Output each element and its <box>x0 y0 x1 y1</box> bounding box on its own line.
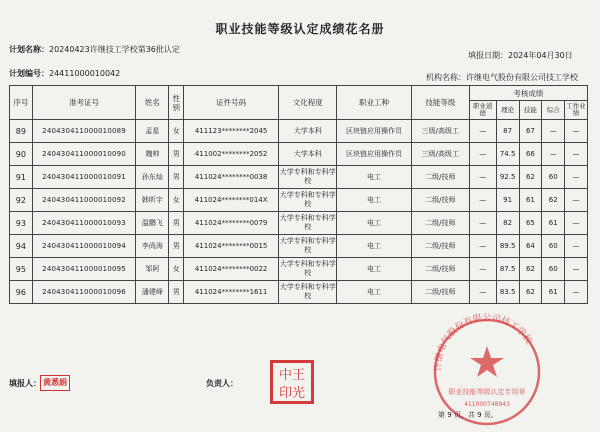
cell-education: 大学本科 <box>279 120 337 143</box>
table-row <box>10 189 588 212</box>
header-name: 姓名 <box>136 86 169 120</box>
cell-skill: 62 <box>519 166 542 189</box>
cell-seq: 93 <box>10 212 33 235</box>
page-info: 第 9 页，共 9 页。 <box>438 411 498 419</box>
cell-performance: — <box>565 143 588 166</box>
cell-gender: 女 <box>169 120 184 143</box>
fill-date-value: 2024年04月30日 <box>508 51 573 60</box>
cell-comprehensive: — <box>542 143 565 166</box>
cell-ethics: — <box>469 120 496 143</box>
cell-gender: 男 <box>169 166 184 189</box>
table-row <box>10 143 588 166</box>
cell-id-no: 411002********2052 <box>183 143 278 166</box>
page-title: 职业技能等级认定成绩花名册 <box>215 22 385 36</box>
cell-comprehensive: — <box>542 120 565 143</box>
cell-skill: 67 <box>519 120 542 143</box>
cell-id-no: 411024********0038 <box>183 166 278 189</box>
cell-gender: 女 <box>169 189 184 212</box>
cell-comprehensive: 61 <box>542 212 565 235</box>
header-skill: 技能 <box>519 101 542 120</box>
filler-signature-stamp: 黄悉娟 <box>40 375 70 391</box>
cell-skill: 66 <box>519 143 542 166</box>
fill-date-label: 填报日期： <box>468 51 508 60</box>
cell-cert-no: 240430411000010094 <box>32 235 136 258</box>
plan-name <box>9 44 180 55</box>
cell-education: 大学专科和专科学校 <box>279 189 337 212</box>
cell-level: 二级/技师 <box>411 281 469 304</box>
cell-comprehensive: 60 <box>542 166 565 189</box>
header-education: 文化程度 <box>279 86 337 120</box>
leader <box>206 378 238 389</box>
cell-skill: 65 <box>519 212 542 235</box>
cell-education: 大学专科和专科学校 <box>279 258 337 281</box>
cell-ethics: — <box>469 281 496 304</box>
cell-theory: 82 <box>496 212 519 235</box>
cell-occupation: 电工 <box>337 235 412 258</box>
cell-level: 二级/技师 <box>411 258 469 281</box>
cell-seq: 95 <box>10 258 33 281</box>
star-icon <box>470 346 504 377</box>
cell-id-no: 411024********1611 <box>183 281 278 304</box>
header-gender: 性别 <box>169 86 184 120</box>
cell-level: 二级/技师 <box>411 166 469 189</box>
seal-number: 411000748943 <box>464 401 510 408</box>
seal-line-2: 印光 <box>278 386 306 401</box>
cell-occupation: 区块链应用操作员 <box>337 120 412 143</box>
seal-sub-text: 职业技能等级认定专用章 <box>448 388 526 396</box>
org-name <box>426 72 578 83</box>
cell-education: 大学专科和专科学校 <box>279 235 337 258</box>
cell-education: 大学专科和专科学校 <box>279 281 337 304</box>
header-comprehensive: 综合 <box>542 101 565 120</box>
header-level: 技能等级 <box>411 86 469 120</box>
cell-ethics: — <box>469 166 496 189</box>
cell-id-no: 411024********0022 <box>183 258 278 281</box>
score-table <box>9 85 588 304</box>
cell-performance: — <box>565 258 588 281</box>
cell-skill: 64 <box>519 235 542 258</box>
cell-ethics: — <box>469 143 496 166</box>
cell-cert-no: 240430411000010091 <box>32 166 136 189</box>
cell-comprehensive: 60 <box>542 258 565 281</box>
cell-gender: 男 <box>169 212 184 235</box>
leader-label: 负责人： <box>206 379 238 388</box>
cell-education: 大学专科和专科学校 <box>279 166 337 189</box>
cell-cert-no: 240430411000010093 <box>32 212 136 235</box>
header-theory: 理论 <box>496 101 519 120</box>
table-row <box>10 120 588 143</box>
cell-seq: 89 <box>10 120 33 143</box>
cell-theory: 87.5 <box>496 258 519 281</box>
table-row <box>10 212 588 235</box>
personal-seal <box>270 360 314 404</box>
header-cert-no: 准考证号 <box>32 86 136 120</box>
cell-id-no: 411024********0015 <box>183 235 278 258</box>
cell-education: 大学本科 <box>279 143 337 166</box>
cell-education: 大学专科和专科学校 <box>279 212 337 235</box>
cell-occupation: 电工 <box>337 189 412 212</box>
cell-theory: 92.5 <box>496 166 519 189</box>
cell-theory: 83.5 <box>496 281 519 304</box>
cell-gender: 男 <box>169 281 184 304</box>
cell-ethics: — <box>469 212 496 235</box>
header-ethics: 职业道德 <box>469 101 496 120</box>
seal-line-1: 中王 <box>278 368 306 383</box>
cell-ethics: — <box>469 235 496 258</box>
cell-comprehensive: 61 <box>542 281 565 304</box>
cell-performance: — <box>565 235 588 258</box>
cell-level: 二级/技师 <box>411 212 469 235</box>
plan-name-label: 计划名称： <box>9 45 49 54</box>
cell-skill: 61 <box>519 189 542 212</box>
filler-label: 填报人： <box>9 379 41 388</box>
cell-performance: — <box>565 166 588 189</box>
cell-theory: 87 <box>496 120 519 143</box>
plan-no <box>9 68 120 79</box>
cell-comprehensive: 62 <box>542 189 565 212</box>
cell-theory: 74.5 <box>496 143 519 166</box>
cell-cert-no: 240430411000010090 <box>32 143 136 166</box>
cell-theory: 91 <box>496 189 519 212</box>
cell-level: 二级/技师 <box>411 189 469 212</box>
cell-gender: 男 <box>169 143 184 166</box>
cell-occupation: 电工 <box>337 258 412 281</box>
cell-theory: 89.5 <box>496 235 519 258</box>
table-row <box>10 258 588 281</box>
cell-performance: — <box>565 212 588 235</box>
header-seq: 序号 <box>10 86 33 120</box>
cell-performance: — <box>565 120 588 143</box>
cell-level: 二级/技师 <box>411 235 469 258</box>
cell-cert-no: 240430411000010089 <box>32 120 136 143</box>
table-row <box>10 281 588 304</box>
filler <box>9 378 41 389</box>
cell-gender: 女 <box>169 258 184 281</box>
header-scores: 考核成绩 <box>469 86 587 101</box>
plan-no-value: 24411000010042 <box>49 69 121 78</box>
cell-name: 魏帅 <box>136 143 169 166</box>
table-row <box>10 166 588 189</box>
cell-level: 三级/高级工 <box>411 143 469 166</box>
cell-seq: 94 <box>10 235 33 258</box>
cell-occupation: 区块链应用操作员 <box>337 143 412 166</box>
header-occupation: 职业工种 <box>337 86 412 120</box>
table-row <box>10 235 588 258</box>
cell-comprehensive: 60 <box>542 235 565 258</box>
cell-cert-no: 240430411000010092 <box>32 189 136 212</box>
cell-seq: 96 <box>10 281 33 304</box>
cell-occupation: 电工 <box>337 281 412 304</box>
cell-name: 孟星 <box>136 120 169 143</box>
cell-occupation: 电工 <box>337 166 412 189</box>
cell-name: 潘建峰 <box>136 281 169 304</box>
cell-ethics: — <box>469 189 496 212</box>
header-id-no: 证件号码 <box>183 86 278 120</box>
cell-id-no: 411024********0079 <box>183 212 278 235</box>
seal-arc-text: 许继电气股份有限公司技工学校 <box>433 313 534 372</box>
cell-name: 孙东灿 <box>136 166 169 189</box>
cell-cert-no: 240430411000010096 <box>32 281 136 304</box>
fill-date <box>468 50 573 61</box>
cell-name: 李尚涛 <box>136 235 169 258</box>
cell-name: 温鹏飞 <box>136 212 169 235</box>
header-performance: 工作业绩 <box>565 101 588 120</box>
cell-name: 韩昕宇 <box>136 189 169 212</box>
cell-performance: — <box>565 281 588 304</box>
plan-no-label: 计划编号： <box>9 69 49 78</box>
cell-seq: 92 <box>10 189 33 212</box>
cell-ethics: — <box>469 258 496 281</box>
cell-gender: 男 <box>169 235 184 258</box>
cell-skill: 62 <box>519 258 542 281</box>
plan-name-value: 20240423许继技工学校第36批认定 <box>49 45 180 54</box>
cell-id-no: 411123********2045 <box>183 120 278 143</box>
cell-id-no: 411024********014X <box>183 189 278 212</box>
cell-seq: 91 <box>10 166 33 189</box>
cell-name: 邹阿 <box>136 258 169 281</box>
cell-cert-no: 240430411000010095 <box>32 258 136 281</box>
cell-occupation: 电工 <box>337 212 412 235</box>
org-label: 机构名称： <box>426 73 466 82</box>
cell-performance: — <box>565 189 588 212</box>
cell-seq: 90 <box>10 143 33 166</box>
org-value: 许继电气股份有限公司技工学校 <box>466 73 578 82</box>
cell-level: 三级/高级工 <box>411 120 469 143</box>
cell-skill: 62 <box>519 281 542 304</box>
